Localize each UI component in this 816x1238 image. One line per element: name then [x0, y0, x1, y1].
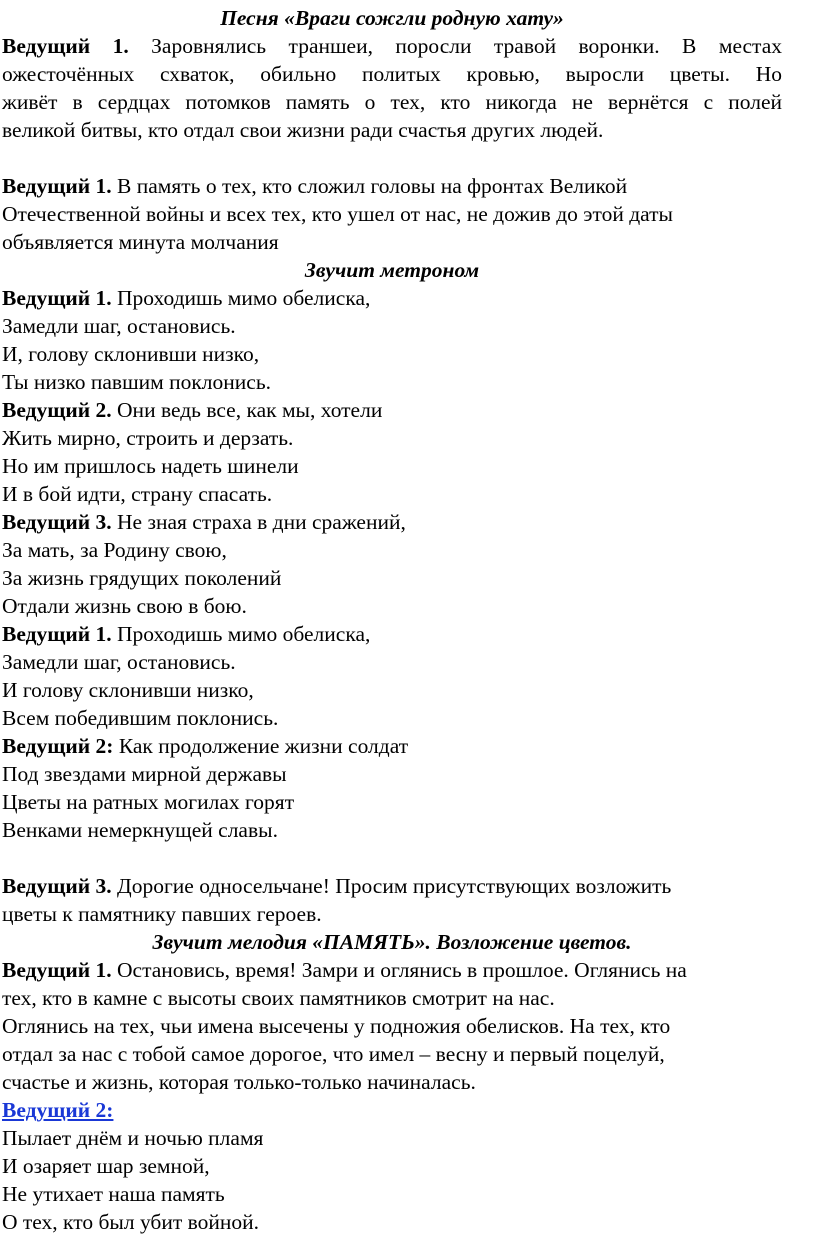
paragraph-line: живёт в сердцах потомков память о тех, кто никогда не вернётся с полей [2, 90, 782, 114]
paragraph-line: Ведущий 3. Дорогие односельчане! Просим присутствующих возложить [2, 874, 672, 898]
paragraph-line: объявляется минута молчания [2, 230, 279, 254]
verse-line: Ведущий 1. Проходишь мимо обелиска, [2, 622, 371, 646]
verse-line: Ведущий 1. Проходишь мимо обелиска, [2, 286, 371, 310]
speaker-label: Ведущий 1. [2, 958, 112, 982]
speaker-label: Ведущий 3. [2, 510, 112, 534]
verse-line: И голову склонивши низко, [2, 678, 254, 702]
song-title: Песня «Враги сожгли родную хату» [220, 6, 564, 30]
verse-line: Замедли шаг, остановись. [2, 314, 236, 338]
speaker-link[interactable]: Ведущий 2: [2, 1098, 114, 1122]
paragraph-line: Оглянись на тех, чьи имена высечены у подножия обелисков. На тех, кто [2, 1014, 671, 1038]
paragraph-line: Ведущий 1. Заровнялись траншеи, поросли травой воронки. В местах [2, 34, 783, 58]
paragraph-line: отдал за нас с тобой самое дорогое, что имел – весну и первый поцелуй, [2, 1042, 665, 1066]
verse-line: Под звездами мирной державы [2, 762, 287, 786]
verse-line: Пылает днём и ночью пламя [2, 1126, 264, 1150]
paragraph-line: Ведущий 1. Остановись, время! Замри и оглянись в прошлое. Оглянись на [2, 958, 687, 982]
speaker-label: Ведущий 1. [2, 34, 129, 58]
verse-line: Отдали жизнь свою в бою. [2, 594, 247, 618]
speaker-label: Ведущий 2: [2, 734, 114, 758]
speaker-link-line [2, 1096, 782, 1124]
verse-line: За жизнь грядущих поколений [2, 566, 282, 590]
verse-line: Ведущий 2: Как продолжение жизни солдат [2, 734, 409, 758]
paragraph-line: Отечественной войны и всех тех, кто ушел от нас, не дожив до этой даты [2, 202, 674, 226]
verse-line: Замедли шаг, остановись. [2, 650, 236, 674]
verse-line: О тех, кто был убит войной. [2, 1210, 260, 1234]
paragraph-line: Ведущий 1. В память о тех, кто сложил головы на фронтах Великой [2, 174, 628, 198]
verse-line: И в бой идти, страну спасать. [2, 482, 273, 506]
verse-line: За мать, за Родину свою, [2, 538, 227, 562]
verse-line: И озаряет шар земной, [2, 1154, 210, 1178]
verse-line: Цветы на ратных могилах горят [2, 790, 295, 814]
verse-line: Ведущий 3. Не зная страха в дни сражений, [2, 510, 406, 534]
verse-line: Ты низко павшим поклонись. [2, 370, 272, 394]
verse-line: Ведущий 2. Они ведь все, как мы, хотели [2, 398, 383, 422]
paragraph-line: счастье и жизнь, которая только-только начиналась. [2, 1070, 476, 1094]
blank-line [0, 844, 816, 872]
paragraph-line: ожесточённых схваток, обильно политых кровью, выросли цветы. Но [2, 62, 782, 86]
speaker-label: Ведущий 1. [2, 174, 112, 198]
paragraph-line: цветы к памятнику павших героев. [2, 902, 322, 926]
paragraph-line: тех, кто в камне с высоты своих памятников смотрит на нас. [2, 986, 555, 1010]
stage-direction: Звучит метроном [304, 258, 480, 282]
verse-line: Всем победившим поклонись. [2, 706, 279, 730]
verse-line: Но им пришлось надеть шинели [2, 454, 299, 478]
verse-line: Венками немеркнущей славы. [2, 818, 278, 842]
blank-line [0, 144, 816, 172]
speaker-label: Ведущий 1. [2, 622, 112, 646]
verse-line: И, голову склонивши низко, [2, 342, 260, 366]
speaker-label: Ведущий 3. [2, 874, 112, 898]
paragraph-line: великой битвы, кто отдал свои жизни ради счастья других людей. [2, 118, 604, 142]
speaker-label: Ведущий 1. [2, 286, 112, 310]
verse-line: Жить мирно, строить и дерзать. [2, 426, 294, 450]
stage-direction: Звучит мелодия «ПАМЯТЬ». Возложение цветов. [152, 930, 632, 954]
verse-line: Не утихает наша память [2, 1182, 225, 1206]
speaker-label: Ведущий 2. [2, 398, 112, 422]
